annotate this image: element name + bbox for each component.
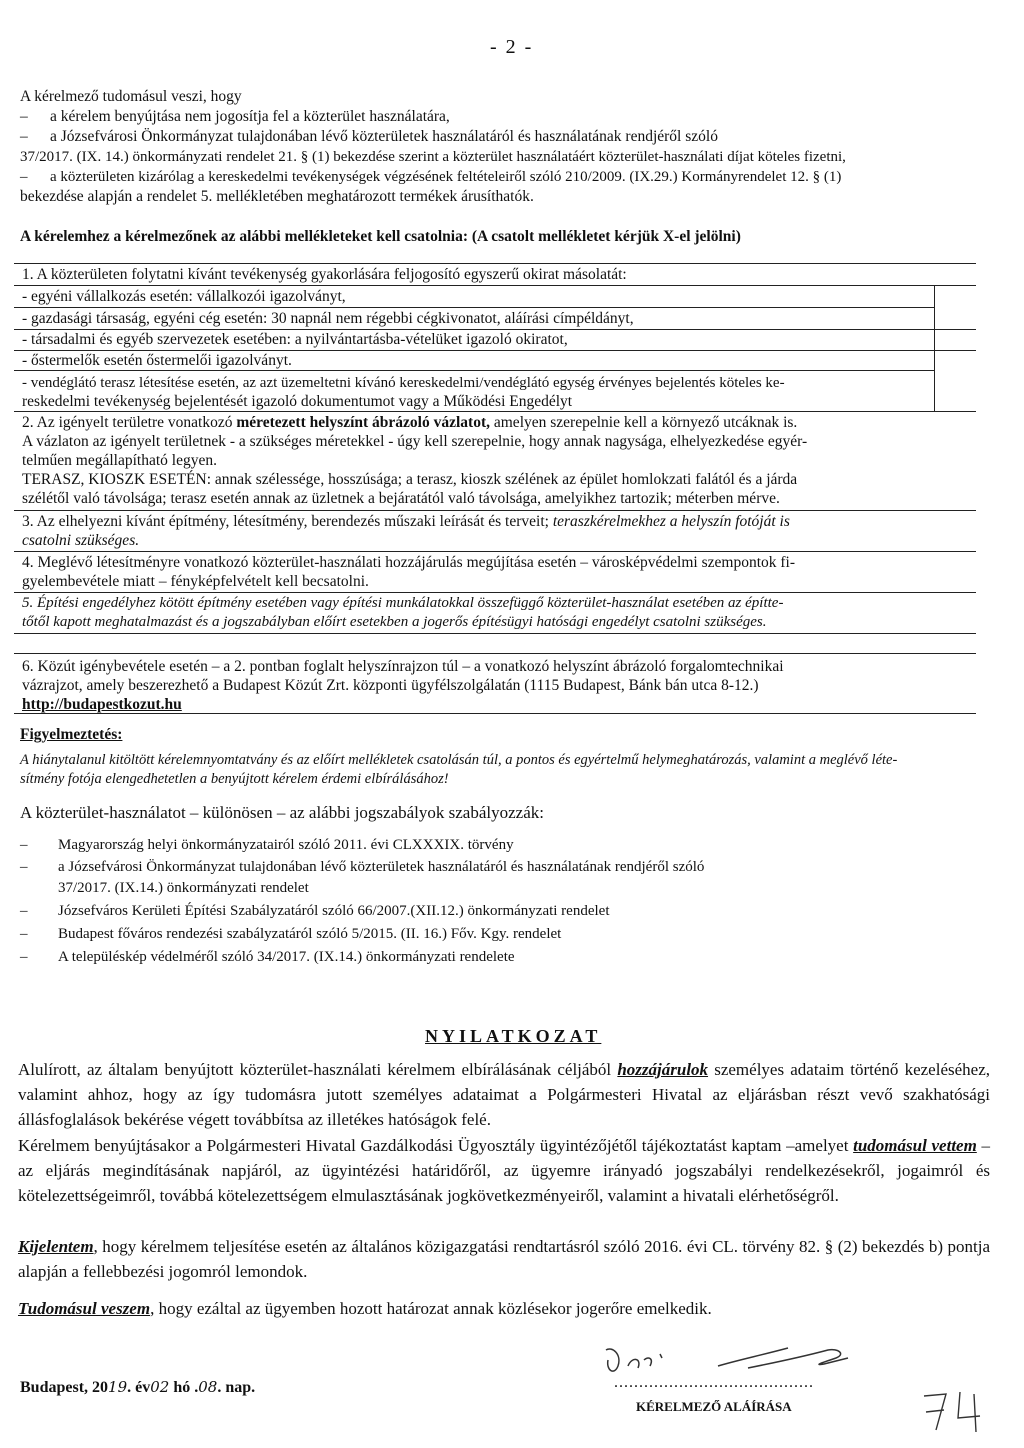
- intro-item: – a Józsefvárosi Önkormányzat tulajdonában lévő közterületek használatáról és használatának rendjéről szóló: [20, 128, 718, 145]
- signature-dotted-line: ........................................: [614, 1374, 814, 1391]
- intro-heading: A kérelmező tudomásul veszi, hogy: [20, 88, 242, 105]
- table-rule: [14, 713, 976, 714]
- table-rule: [14, 653, 976, 654]
- table-rule: [14, 329, 976, 330]
- attachments-heading: A kérelemhez a kérelmezőnek az alábbi mellékleteket kell csatolnia: (A csatolt mellékletet kérjük X-el jelölni): [20, 228, 741, 245]
- item1-terrace: - vendéglátó terasz létesítése esetén, az azt üzemeltetni kívánó kereskedelmi/vendéglátó egység érvényes bejelentés köteles ke-: [22, 375, 785, 391]
- budapest-kozut-link[interactable]: http://budapestkozut.hu: [22, 696, 182, 713]
- table-rule: [14, 370, 934, 371]
- law-item: – Józsefváros Kerületi Építési Szabályzatáról szóló 66/2007.(XII.12.) önkormányzati rendelet: [20, 903, 610, 919]
- table-rule: [14, 307, 934, 308]
- intro-item-cont: 37/2017. (IX. 14.) önkormányzati rendelet 21. § (1) bekezdése szerint a közterület használatáért közterület-használati díjat köteles fizetni,: [20, 149, 846, 165]
- item1-row: - társadalmi és egyéb szervezetek esetében: a nyilvántartásba-vételüket igazoló okiratot,: [22, 331, 568, 348]
- law-item: – Magyarország helyi önkormányzatairól szóló 2011. évi CLXXXIX. törvény: [20, 837, 514, 853]
- item1-title: 1. A közterületen folytatni kívánt tevékenység gyakorlására feljogosító egyszerű okirat másolatát:: [22, 266, 627, 283]
- item2-line: TERASZ, KIOSZK ESETÉN: annak szélessége, hosszúsága; a terasz, kioszk szélének az épület homlokzati falától és a járda: [22, 471, 798, 488]
- item6-line: vázrajzot, amely beszerezhető a Budapest Közút Zrt. központi ügyfélszolgálatán (1115 Budapest, Bánk bán utca 8-12.): [22, 677, 759, 694]
- table-rule: [14, 285, 976, 286]
- item2-line: A vázlaton az igényelt területnek - a szükséges méretekkel - úgy kell szerepelnie, hogy annak nagysága, elhelyezkedése egyér-: [22, 433, 808, 450]
- item5-line: 5. Építési engedélyhez kötött építmény esetében vagy építési munkálatokkal összefüggő közterület-használat esetében az építte-: [22, 595, 784, 611]
- item4-line: gyelembevétele miatt – fényképfelvételt kell becsatolni.: [22, 573, 369, 590]
- item1-row: - egyéni vállalkozás esetén: vállalkozói igazolványt,: [22, 288, 346, 305]
- signature-date: Budapest, 2019. év02 hó .08. nap.: [20, 1378, 256, 1396]
- handwritten-year: 19: [108, 1378, 128, 1396]
- declaration-paragraph-1: Alulírott, az általam benyújtott közterület-használati kérelmem elbírálásának céljából hozzájárulok személyes adataim történő kezeléséhez, valamint ahhoz, hogy az így tudomásra jutott személyes adataimat a Polgármesteri Hivatal az eljárásban részt vevő szakhatósági állásfoglalások bekérése végett továbbítsa az illetékes hatóságok felé.: [18, 1060, 990, 1129]
- item4-line: 4. Meglévő létesítményre vonatkozó közterület-használati hozzájárulás megújítása esetén – városképvédelmi szempontok fi-: [22, 554, 796, 571]
- table-rule: [14, 350, 976, 351]
- item5-line: tőtől kapott meghatalmazást és a jogszabályban előírt esetekben a jogerős építésügyi hatósági engedélyt csatolni szükséges.: [22, 614, 767, 630]
- item3-line: csatolni szükséges.: [22, 532, 140, 549]
- table-rule: [14, 551, 976, 552]
- intro-item: – a közterületen kizárólag a kereskedelmi tevékenységek végzésének feltételeiről szóló 210/2009. (IX.29.) Kormányrendelet 12. § (1): [20, 169, 842, 185]
- intro-item-cont: bekezdése alapján a rendelet 5. mellékletében meghatározott termékek árusíthatók.: [20, 188, 534, 205]
- table-rule: [14, 411, 976, 412]
- law-item-cont: 37/2017. (IX.14.) önkormányzati rendelet: [58, 880, 309, 896]
- signer-label: KÉRELMEZŐ ALÁÍRÁSA: [636, 1399, 792, 1414]
- warning-title: Figyelmeztetés:: [20, 726, 123, 743]
- item3-line: 3. Az elhelyezni kívánt építmény, létesítmény, berendezés műszaki leírását és terveit; teraszkérelmekhez a helyszín fotóját is: [22, 513, 790, 530]
- intro-item: – a kérelem benyújtása nem jogosítja fel a közterület használatára,: [20, 108, 450, 125]
- item1-row: - gazdasági társaság, egyéni cég esetén: 30 napnál nem régebbi cégkivonatot, aláírási címpéldányt,: [22, 310, 634, 327]
- table-rule: [14, 592, 976, 593]
- item6-line: 6. Közút igénybevétele esetén – a 2. pontban foglalt helyszínrajzon túl – a vonatkozó helyszínt ábrázoló forgalomtechnikai: [22, 658, 784, 675]
- warning-text: A hiánytalanul kitöltött kérelemnyomtatvány és az előírt mellékletek csatolásán túl, a pontos és egyértelmű helymeghatározás, valamint a meglévő léte-: [20, 752, 898, 768]
- table-rule: [14, 510, 976, 511]
- declaration-paragraph-2: Kérelmem benyújtásakor a Polgármesteri Hivatal Gazdálkodási Ügyosztály ügyintézőjétől tájékoztatást kaptam –amelyet tudomásul vettem – az eljárás megindításának napjáról, az ügyintézési határidőről, az ügyemre irányadó jogszabályi rendelkezésekről, jogaimról és kötelezettségeimről, továbbá kötelezettségem elmulasztásának jogkövetkezményeiről, valamint a hivatali elérhetőségről.: [18, 1136, 990, 1205]
- declaration-paragraph-4: Tudomásul veszem, hogy ezáltal az ügyemben hozott határozat annak közlésekor jogerőre emelkedik.: [18, 1299, 712, 1318]
- law-item: – A településkép védelméről szóló 34/2017. (IX.14.) önkormányzati rendelete: [20, 949, 515, 965]
- law-item: – Budapest főváros rendezési szabályzatáról szóló 5/2015. (II. 16.) Főv. Kgy. rendelet: [20, 926, 562, 942]
- declaration-paragraph-3: Kijelentem, hogy kérelmem teljesítése esetén az általános közigazgatási rendtartásról szóló 2016. évi CL. törvény 82. § (2) bekezdés b) pontja alapján a fellebbezési jogomról lemondok.: [18, 1237, 990, 1281]
- page-number: - 2 -: [490, 36, 534, 58]
- item2-line: telműen megállapítható legyen.: [22, 452, 217, 469]
- table-rule: [14, 633, 976, 634]
- checkbox-column-rule: [934, 285, 935, 412]
- law-item: – a Józsefvárosi Önkormányzat tulajdonában lévő közterületek használatáról és használatának rendjéről szóló: [20, 859, 705, 875]
- page-annotation-handwritten: [918, 1384, 990, 1436]
- warning-text: sítmény fotója elengedhetetlen a benyújtott kérelem érdemi elbírálásához!: [20, 771, 449, 787]
- item1-terrace: reskedelmi tevékenység bejelentését igazoló dokumentumot vagy a Működési Engedélyt: [22, 393, 573, 410]
- handwritten-month: 02: [150, 1378, 170, 1396]
- laws-heading: A közterület-használatot – különösen – az alábbi jogszabályok szabályozzák:: [20, 803, 544, 822]
- item2-line: szélétől való távolsága; terasz esetén annak az üzletnek a bejáratától való távolsága, amelyikhez tartozik; méterben mérve.: [22, 490, 780, 507]
- table-rule: [14, 263, 976, 264]
- item1-row: - őstermelők esetén őstermelői igazolványt.: [22, 352, 292, 369]
- declaration-title: NYILATKOZAT: [425, 1026, 602, 1046]
- item2-line: 2. Az igényelt területre vonatkozó méretezett helyszínt ábrázoló vázlatot, amelyen szerepelnie kell a környező utcáknak is.: [22, 414, 798, 431]
- handwritten-day: 08: [198, 1378, 218, 1396]
